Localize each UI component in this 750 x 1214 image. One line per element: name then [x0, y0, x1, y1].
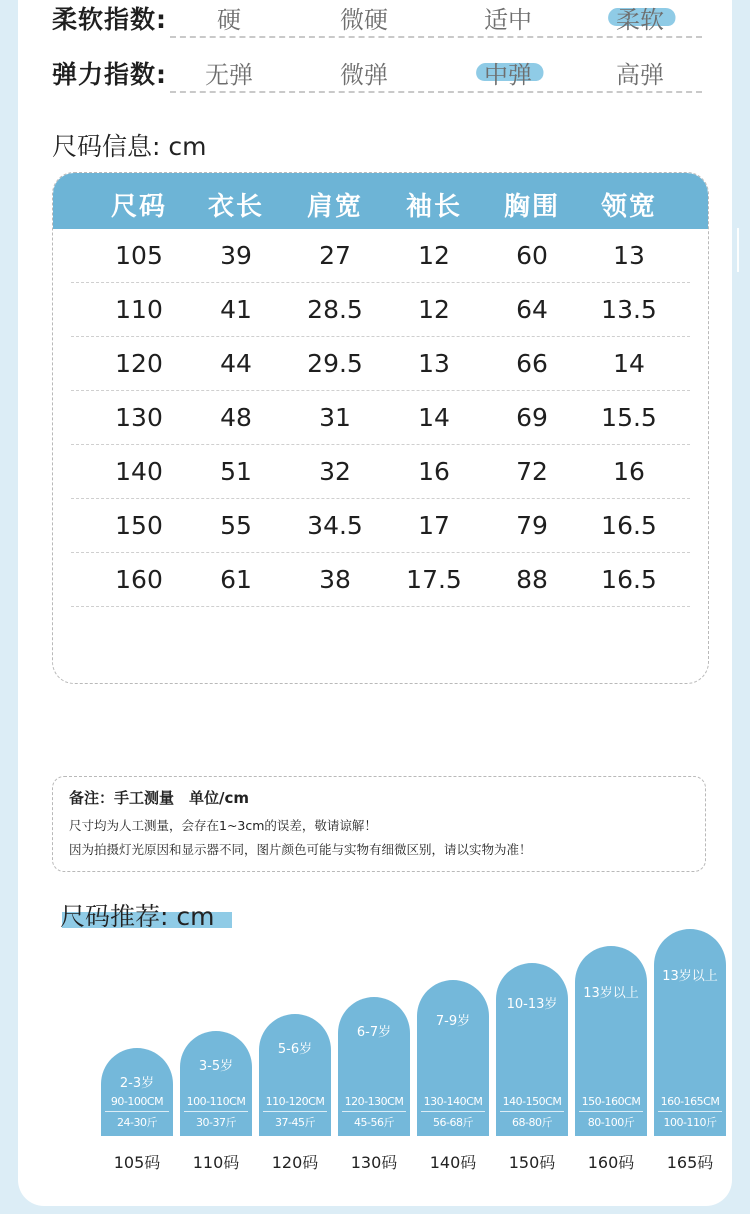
- size-label: 120码: [271, 1153, 319, 1172]
- table-cell: 51: [220, 457, 252, 486]
- height-range: 160-165CM: [660, 1095, 720, 1108]
- size-bar: [180, 1031, 252, 1136]
- table-cell: 13: [418, 349, 450, 378]
- age-range: 5-6岁: [277, 1042, 313, 1057]
- bar-divider: [263, 1111, 327, 1112]
- table-cell: 110: [115, 295, 163, 324]
- table-cell: 61: [220, 565, 252, 594]
- table-cell: 15.5: [601, 403, 657, 432]
- table-cell: 44: [220, 349, 252, 378]
- size-label: 130码: [350, 1153, 398, 1172]
- table-cell: 79: [516, 511, 548, 540]
- table-cell: 27: [319, 241, 351, 270]
- table-cell: 16: [613, 457, 645, 486]
- size-table-header: [53, 173, 708, 229]
- table-row: [53, 229, 708, 283]
- column-header: 衣长: [207, 192, 265, 222]
- size-recommend-title: 尺码推荐: cm: [60, 902, 215, 931]
- size-label: 110码: [192, 1153, 240, 1172]
- table-cell: 150: [115, 511, 163, 540]
- bar-divider: [342, 1111, 406, 1112]
- table-cell: 14: [418, 403, 450, 432]
- table-cell: 69: [516, 403, 548, 432]
- age-range: 2-3岁: [119, 1076, 155, 1091]
- table-cell: 16: [418, 457, 450, 486]
- weight-range: 45-56斤: [354, 1116, 394, 1129]
- notes-heading: 备注：手工测量 单位/cm: [69, 789, 250, 807]
- bar-divider: [184, 1111, 248, 1112]
- size-label: 160码: [587, 1153, 635, 1172]
- weight-range: 80-100斤: [587, 1116, 635, 1129]
- table-cell: 120: [115, 349, 163, 378]
- bar-divider: [421, 1111, 485, 1112]
- table-cell: 14: [613, 349, 645, 378]
- table-cell: 48: [220, 403, 252, 432]
- table-row: [53, 553, 708, 607]
- bar-divider: [500, 1111, 564, 1112]
- size-table: [52, 172, 709, 684]
- softness-index-row: [52, 0, 702, 46]
- elasticity-index-rule: [170, 91, 702, 93]
- bar-divider: [658, 1111, 722, 1112]
- weight-range: 68-80斤: [512, 1116, 552, 1129]
- elasticity-option-0: [205, 55, 253, 90]
- size-label: 150码: [508, 1153, 556, 1172]
- table-row: [53, 445, 708, 499]
- table-row: [53, 391, 708, 445]
- notes-error-text: 尺寸均为人工测量，会存在1~3cm的误差，敬请谅解！: [69, 818, 377, 833]
- height-range: 120-130CM: [344, 1095, 404, 1108]
- table-row: [53, 499, 708, 553]
- column-header: 尺码: [110, 192, 168, 222]
- size-info-title: 尺码信息: cm: [52, 132, 207, 161]
- age-range: 6-7岁: [356, 1025, 392, 1040]
- age-range: 7-9岁: [435, 1014, 471, 1029]
- row-divider: [71, 606, 690, 607]
- elasticity-option-2: [484, 55, 532, 90]
- table-cell: 72: [516, 457, 548, 486]
- table-cell: 105: [115, 241, 163, 270]
- column-header: 肩宽: [306, 192, 364, 222]
- table-cell: 12: [418, 241, 450, 270]
- table-cell: 66: [516, 349, 548, 378]
- table-cell: 16.5: [601, 511, 657, 540]
- size-bar: [654, 929, 726, 1136]
- table-cell: 16.5: [601, 565, 657, 594]
- column-header: 胸围: [503, 192, 561, 222]
- size-label: 140码: [429, 1153, 477, 1172]
- age-range: 3-5岁: [198, 1059, 234, 1074]
- weight-range: 56-68斤: [433, 1116, 473, 1129]
- softness-index-rule: [170, 36, 702, 38]
- softness-option-label: 硬: [217, 6, 241, 34]
- table-cell: 13.5: [601, 295, 657, 324]
- size-bar: [259, 1014, 331, 1136]
- table-cell: 12: [418, 295, 450, 324]
- height-range: 130-140CM: [423, 1095, 483, 1108]
- height-range: 140-150CM: [502, 1095, 562, 1108]
- height-range: 150-160CM: [581, 1095, 641, 1108]
- bar-divider: [105, 1111, 169, 1112]
- softness-option-2: [484, 0, 532, 35]
- age-range: 13岁以上: [583, 986, 639, 1001]
- column-header: 领宽: [600, 192, 658, 222]
- size-bar: [575, 946, 647, 1136]
- table-cell: 13: [613, 241, 645, 270]
- elasticity-option-label: 无弹: [205, 61, 253, 89]
- measurement-notes: [52, 776, 706, 872]
- age-range: 10-13岁: [506, 997, 558, 1012]
- table-cell: 28.5: [307, 295, 363, 324]
- size-label: 165码: [666, 1153, 714, 1172]
- size-label: 105码: [113, 1153, 161, 1172]
- table-cell: 55: [220, 511, 252, 540]
- elasticity-option-label: 高弹: [616, 61, 664, 89]
- table-cell: 29.5: [307, 349, 363, 378]
- softness-index-label: 柔软指数:: [52, 5, 167, 34]
- table-cell: 38: [319, 565, 351, 594]
- elasticity-option-label: 中弹: [484, 61, 532, 89]
- size-bar: [338, 997, 410, 1136]
- height-range: 100-110CM: [186, 1095, 246, 1108]
- table-cell: 64: [516, 295, 548, 324]
- softness-option-label: 适中: [484, 6, 532, 34]
- bar-divider: [579, 1111, 643, 1112]
- column-header: 袖长: [405, 192, 463, 222]
- softness-option-3: [616, 0, 664, 35]
- table-cell: 160: [115, 565, 163, 594]
- weight-range: 37-45斤: [275, 1116, 315, 1129]
- weight-range: 100-110斤: [663, 1116, 717, 1129]
- elasticity-index-row: [52, 55, 702, 101]
- elasticity-index-label: 弹力指数:: [52, 60, 167, 89]
- table-cell: 17.5: [406, 565, 462, 594]
- table-cell: 17: [418, 511, 450, 540]
- table-cell: 32: [319, 457, 351, 486]
- table-cell: 88: [516, 565, 548, 594]
- weight-range: 24-30斤: [117, 1116, 157, 1129]
- table-cell: 130: [115, 403, 163, 432]
- edge-mark: [737, 228, 739, 272]
- elasticity-option-label: 微弹: [340, 61, 388, 89]
- size-bar: [417, 980, 489, 1136]
- size-bar: [101, 1048, 173, 1136]
- table-cell: 31: [319, 403, 351, 432]
- age-range: 13岁以上: [662, 969, 718, 984]
- softness-option-label: 柔软: [616, 6, 664, 34]
- table-cell: 60: [516, 241, 548, 270]
- table-row: [53, 283, 708, 337]
- table-row: [53, 337, 708, 391]
- height-range: 110-120CM: [265, 1095, 325, 1108]
- height-range: 90-100CM: [110, 1095, 164, 1108]
- elasticity-option-1: [340, 55, 388, 90]
- size-bar: [496, 963, 568, 1136]
- notes-color-text: 因为拍摄灯光原因和显示器不同，图片颜色可能与实物有细微区别，请以实物为准！: [69, 842, 532, 857]
- elasticity-option-3: [616, 55, 664, 90]
- table-cell: 41: [220, 295, 252, 324]
- table-cell: 140: [115, 457, 163, 486]
- table-cell: 34.5: [307, 511, 363, 540]
- softness-option-label: 微硬: [340, 6, 388, 34]
- softness-option-0: [217, 0, 241, 35]
- softness-option-1: [340, 0, 388, 35]
- table-cell: 39: [220, 241, 252, 270]
- weight-range: 30-37斤: [196, 1116, 236, 1129]
